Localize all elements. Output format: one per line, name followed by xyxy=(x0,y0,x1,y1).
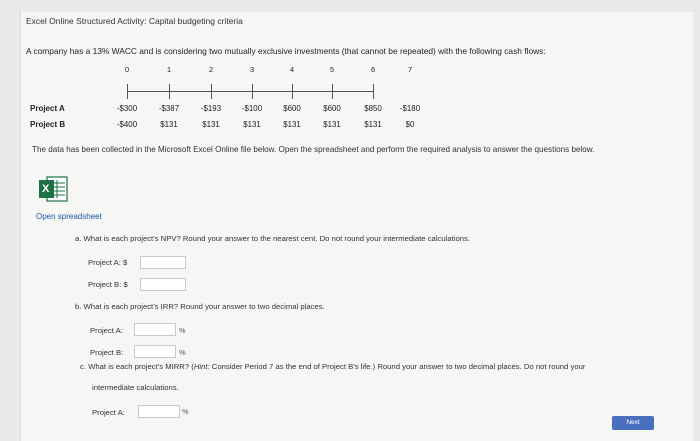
irr-project-a-label: Project A: xyxy=(90,326,123,335)
percent-unit: % xyxy=(182,407,189,416)
percent-unit: % xyxy=(179,348,186,357)
cash-flow-a: -$300 xyxy=(116,104,138,113)
cash-flow-a: -$100 xyxy=(241,104,263,113)
mirr-project-a-label: Project A: xyxy=(92,408,125,417)
period-label: 1 xyxy=(166,65,172,74)
next-button[interactable]: Next xyxy=(612,416,654,430)
cash-flow-a: -$387 xyxy=(158,104,180,113)
open-spreadsheet-link[interactable]: Open spreadsheet xyxy=(36,212,102,221)
question-b-text: b. What is each project's IRR? Round your answer to two decimal places. xyxy=(75,302,325,311)
period-label: 6 xyxy=(370,65,376,74)
mirr-project-a-input[interactable] xyxy=(138,405,180,418)
data-note: The data has been collected in the Microsoft Excel Online file below. Open the spreadsheet and perform the required analysis to answer the questions below. xyxy=(32,145,595,154)
excel-icon-letter: X xyxy=(42,183,50,195)
timeline-tick xyxy=(252,84,253,99)
cash-flow-a: $600 xyxy=(323,104,341,113)
cash-flow-b: $131 xyxy=(283,120,301,129)
timeline-tick xyxy=(292,84,293,99)
npv-project-a-input[interactable] xyxy=(140,256,186,269)
irr-project-b-input[interactable] xyxy=(134,345,176,358)
period-label: 3 xyxy=(249,65,255,74)
content-panel xyxy=(20,12,693,441)
cash-flow-b: $131 xyxy=(323,120,341,129)
timeline-tick xyxy=(169,84,170,99)
question-c-hint: Hint: xyxy=(193,362,210,371)
npv-project-b-label: Project B: $ xyxy=(88,280,128,289)
excel-icon[interactable] xyxy=(38,175,68,203)
period-label: 0 xyxy=(124,65,130,74)
cash-flow-b: $131 xyxy=(364,120,382,129)
problem-intro: A company has a 13% WACC and is considering two mutually exclusive investments (that cannot be repeated) with the following cash flows: xyxy=(26,46,546,56)
period-label: 2 xyxy=(208,65,214,74)
cash-flow-a: $600 xyxy=(283,104,301,113)
project-b-label: Project B xyxy=(30,120,66,129)
npv-project-b-input[interactable] xyxy=(140,278,186,291)
period-label: 5 xyxy=(329,65,335,74)
cash-flow-b: $131 xyxy=(160,120,178,129)
cash-flow-b: $131 xyxy=(202,120,220,129)
cash-flow-a: -$193 xyxy=(200,104,222,113)
cash-flow-a: $850 xyxy=(364,104,382,113)
cash-flow-b: -$400 xyxy=(116,120,138,129)
question-c-suffix: Consider Period 7 as the end of Project B's life.) Round your answer to two decimal places. Do not round your xyxy=(209,362,586,371)
timeline-tick xyxy=(332,84,333,99)
timeline-tick xyxy=(127,84,128,99)
percent-unit: % xyxy=(179,326,186,335)
cash-flow-b: $131 xyxy=(243,120,261,129)
question-c-text xyxy=(80,362,585,371)
question-c-prefix: c. What is each project's MIRR? ( xyxy=(80,362,194,371)
period-label: 4 xyxy=(289,65,295,74)
question-c-text-line2: intermediate calculations. xyxy=(92,383,179,392)
cash-flow-b: $0 xyxy=(405,120,415,129)
timeline-tick xyxy=(211,84,212,99)
irr-project-b-label: Project B: xyxy=(90,348,124,357)
page-title: Excel Online Structured Activity: Capital budgeting criteria xyxy=(26,16,243,26)
period-label: 7 xyxy=(407,65,413,74)
timeline-axis xyxy=(127,91,374,92)
question-a-text: a. What is each project's NPV? Round your answer to the nearest cent. Do not round your intermediate calculations. xyxy=(75,234,471,243)
timeline-tick xyxy=(373,84,374,99)
project-a-label: Project A xyxy=(30,104,65,113)
npv-project-a-label: Project A: $ xyxy=(88,258,128,267)
irr-project-a-input[interactable] xyxy=(134,323,176,336)
cash-flow-a: -$180 xyxy=(399,104,421,113)
